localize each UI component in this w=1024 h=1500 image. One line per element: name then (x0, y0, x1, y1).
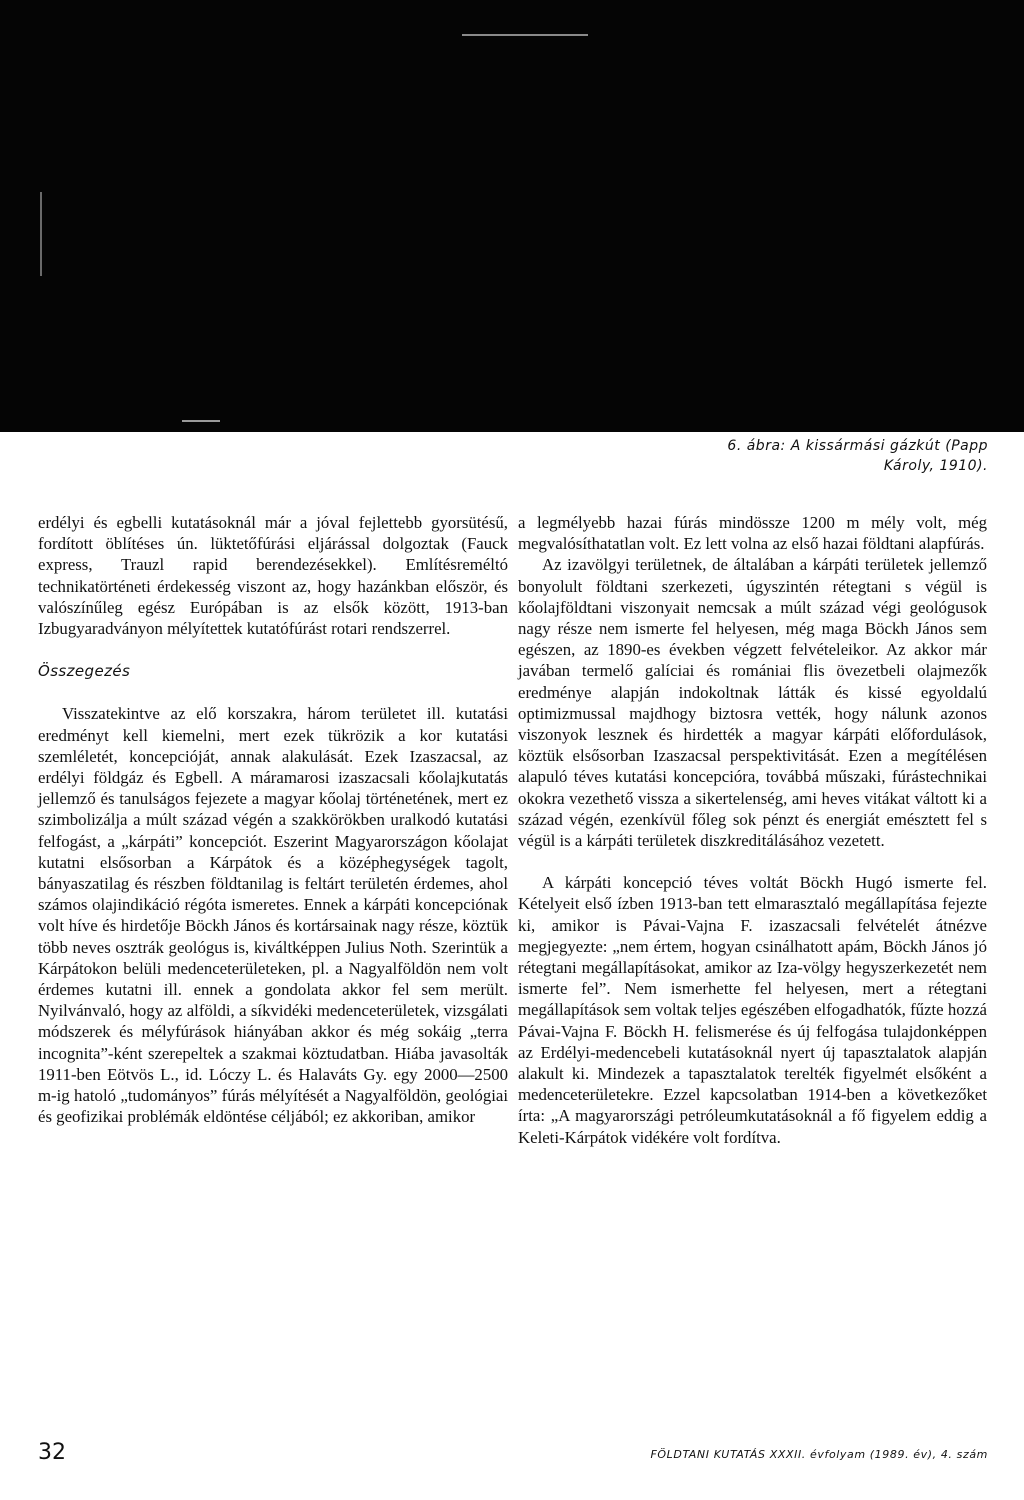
figure-caption (658, 436, 988, 476)
right-column (518, 512, 987, 1148)
journal-footer: FÖLDTANI KUTATÁS XXXII. évfolyam (1989. év), 4. szám (650, 1448, 988, 1461)
caption-line: 6. ábra: A kissármási gázkút (Papp (727, 438, 988, 454)
caption-line: Károly, 1910). (883, 458, 988, 474)
paragraph: A kárpáti koncepció téves voltát Böckh Hugó ismerte fel. Kételyeit első ízben 1913-ban tett elmarasztaló megállapítása fejezte ki, amikor is Pávai-Vajna F. izaszacsali felvételét átnézve megjegyezte: „nem értem, hogyan csinálhatott apám, Böckh János jó rétegtani megállapításokat, amikor az Iza-völgy hegyszerkezetét nem ismerte fel”. Nem ismerhette fel helyesen, mert a rétegtani megállapítások sem voltak teljes egészében elfogadhatók, fűzte hozzá Pávai-Vajna F. Böckh H. felismerése és új felfogása tulajdonképpen az Erdélyi-medencebeli kutatásoknál nyert új tapasztalatok alapján alakult ki. Mindezek a tapasztalatok terelték figyelmét elsőként a medenceterületekre. Ezzel kapcsolatban 1914-ben a következőket írta: „A magyarországi petróleumkutatásoknál a fő figyelem eddig a Keleti-Kárpátok vidékére volt fordítva. (518, 873, 987, 1147)
page-number: 32 (38, 1440, 66, 1465)
paragraph: a legmélyebb hazai fúrás mindössze 1200 m mély volt, még megvalósíthatatlan volt. Ez lett volna az első hazai földtani alapfúrás. (518, 513, 987, 554)
paragraph: erdélyi és egbelli kutatásoknál már a jóval fejlettebb gyorsütésű, fordított öblítéses ún. lüktetőfúrási eljárással dolgoztak (Fauck express, Trauzl rapid berendezésekkel). Említésreméltó technikatörténeti érdekesség viszont az, hogy hazánkban először, és valószínűleg egész Európában is az elsők között, 1913-ban Izbugyaradványon mélyítettek kutatófúrást rotari rendszerrel. (38, 513, 508, 639)
left-column (38, 512, 508, 1127)
gas-well-photograph (0, 0, 1024, 432)
photo-streak (182, 420, 220, 422)
photo-streak (462, 34, 588, 36)
paragraph: Az izavölgyi területnek, de általában a kárpáti területek jellemző bonyolult földtani szerkezeti, úgyszintén rétegtani s végül is kőolajföldtani viszonyait nemcsak a múlt század végi geológusok nagy része nem ismerte fel helyesen, még maga Böckh János sem egészen, az 1890-es években végzett felvételeikor. Az akkor már javában termelő galíciai és romániai flis övezetbeli olajmezők eredménye alapján indokoltnak látták és kissé egyoldalú optimizmussal majdhogy biztosra vették, hogy nálunk azonos viszonyok lesznek és hirdették a magyar kárpáti előfordulások, köztük elsősorban Izaszacsal perspektivitását. Ezen a megítélésen alapuló téves kutatási koncepcióra, továbbá műszaki, fúrástechnikai okokra vezethető vissza a sikertelenség, ami heves vitákat váltott ki a század végén, ezenkívül főleg sok pénzt és energiát emésztett fel s végül is a kárpáti területek diszkreditálásához vezetett. (518, 555, 987, 851)
section-heading: Összegezés (38, 662, 131, 681)
paragraph: Visszatekintve az elő korszakra, három területet ill. kutatási eredményt kell kiemelni, mert ezek tükrözik a kor kutatási szemléletét, koncepcióját, annak alakulását. Ezek Izaszacsal, az erdélyi földgáz és Egbell. A máramarosi izaszacsali kőolajkutatás jellemző és tanulságos fejezete a magyar kőolaj történetének, mert ez szimbolizálja a múlt század végén a szakkörökben uralkodó kutatási felfogást, a „kárpáti” koncepciót. Eszerint Magyarországon kőolajat kutatni elsősorban a Kárpátok és a középhegységek tagolt, bányaszatilag és részben földtanilag is feltárt területén érdemes, ahol számos olajindikáció régóta ismeretes. Ennek a kárpáti koncepciónak volt híve és hirdetője Böckh János és kortársainak nagy része, köztük több neves osztrák geológus is, kiváltképpen Julius Noth. Szerintük a Kárpátokon belüli medenceterületeken, pl. a Nagyalföldön nem volt érdemes kutatni ill. ennek a gondolata akkor fel sem merült. Nyilvánvaló, hogy az alföldi, a síkvidéki medenceterületek, vizsgálati módszerek és mélyfúrások hiányában akkor és még sokáig „terra incognita”-ként szerepeltek a szakmai köztudatban. Hiába javasolták 1911-ben Eötvös L., id. Lóczy L. és Halaváts Gy. egy 2000—2500 m-ig hatoló „tudományos” fúrás mélyítését a Nagyalföldön, geológiai és geofizikai problémák eldöntése céljából; ez akkoriban, amikor (38, 704, 508, 1127)
photo-streak (40, 192, 42, 276)
